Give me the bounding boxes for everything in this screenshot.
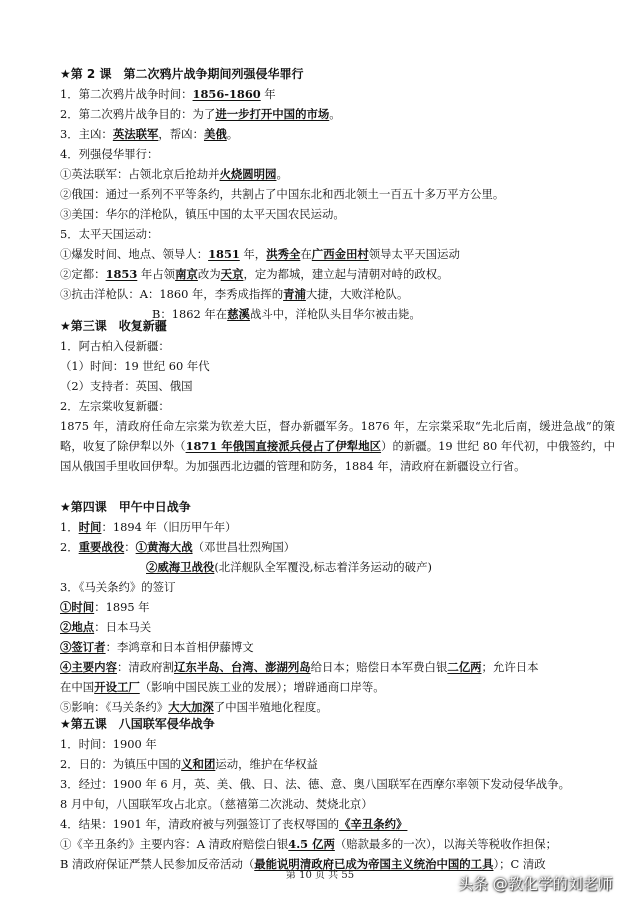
lesson-5-line-5: 4．结果：1901 年，清政府被与列强签订了丧权辱国的《辛丑条约》 xyxy=(60,817,408,831)
lesson-4-line-6: ②地点：日本马关 xyxy=(60,620,152,634)
lesson-4-line-5: ①时间：1895 年 xyxy=(60,600,150,614)
lesson-5-line-3: 3．经过：1900 年 6 月，英、美、俄、日、法、德、意、奥八国联军在西摩尔率领下发动侵华战争。 xyxy=(60,777,570,791)
lesson-2-line-5: ①英法联军：占领北京后抢劫并火烧圆明园。 xyxy=(60,167,288,181)
lesson-5-line-7: B 清政府保证严禁人民参加反帝活动（最能说明清政府已成为帝国主义统治中国的工具）；C 清政 xyxy=(60,857,546,871)
lesson-5-line-2: 2．日的：为镇压中国的义和团运动，维护在华权益 xyxy=(60,757,318,771)
lesson-5-line-4: 8 月中旬，八国联军攻占北京。（慈禧第二次洮动、焚烧北京） xyxy=(60,797,373,811)
lesson-3-section xyxy=(60,316,620,476)
lesson-4-line-8: ④主要内容：清政府割辽东半岛、台湾、澎湖列岛给日本；赔偿日本军费白银二亿两；允许日本 xyxy=(60,660,539,674)
lesson-2-line-11: ③抗击洋枪队：A：1860 年，李秀成指挥的青浦大捷，大败洋枪队。 xyxy=(60,287,409,301)
lesson-2-section xyxy=(60,64,620,324)
lesson-2-line-1: 1．第二次鸦片战争时间：1856-1860 年 xyxy=(60,87,276,101)
lesson-3-line-1: 1．阿古柏入侵新疆： xyxy=(60,339,170,353)
lesson-2-title: ★第 2 课 第二次鸦片战争期间列强侵华罪行 xyxy=(60,67,304,81)
lesson-5-section xyxy=(60,714,620,874)
lesson-2-line-7: ③美国：华尔的洋枪队，镇压中国的太平天国农民运动。 xyxy=(60,207,345,221)
lesson-4-line-9: 在中国开设工厂（影响中国民族工业的发展）；增辟通商口岸等。 xyxy=(60,680,385,694)
lesson-2-line-8: 5．太平天国运动： xyxy=(60,227,159,241)
lesson-2-line-2: 2．第二次鸦片战争目的：为了进一步打开中国的市场。 xyxy=(60,107,341,121)
lesson-3-line-3: （2）支持者：英国、俄国 xyxy=(60,379,193,393)
lesson-3-paragraph: 1875 年，清政府任命左宗棠为钦差大臣，督办新疆军务。1876 年，左宗棠采取“先北后南，缓进急战”的策略，收复了除伊犁以外（1871 年俄国直接派兵侵占了伊犁地区）的新疆。19 世纪 80 年代初，中俄签约，中国从俄国手里收回伊犁。为加强西北边疆的管理和防务，1884 年，清政府在新疆设立行省。 xyxy=(60,419,615,473)
lesson-4-section xyxy=(60,497,620,717)
lesson-5-title: ★第五课 八国联军侵华战争 xyxy=(60,717,215,731)
lesson-2-line-9: ①爆发时间、地点、领导人：1851 年，洪秀全在广西金田村领导太平天国运动 xyxy=(60,247,460,261)
lesson-3-title: ★第三课 收复新疆 xyxy=(60,319,167,333)
lesson-4-title: ★第四课 甲午中日战争 xyxy=(60,500,191,514)
page-footer: 第 10 页 共 55 xyxy=(285,870,355,881)
lesson-2-line-3: 3．主凶：英法联军，帮凶：美俄。 xyxy=(60,127,239,141)
lesson-3-line-2: （1）时间：19 世纪 60 年代 xyxy=(60,359,210,373)
lesson-3-line-4: 2．左宗棠收复新疆： xyxy=(60,399,170,413)
watermark: 头条 @教化学的刘老师 xyxy=(458,875,613,893)
lesson-4-line-7: ③签订者：李鸿章和日本首相伊藤博文 xyxy=(60,640,254,654)
lesson-2-line-6: ②俄国：通过一系列不平等条约，共割占了中国东北和西北领土一百五十多万平方公里。 xyxy=(60,187,505,201)
lesson-2-line-12: B：1862 年在慈溪战斗中，洋枪队头目华尔被击毙。 xyxy=(152,307,421,321)
lesson-2-line-4: 4．列强侵华罪行： xyxy=(60,147,159,161)
lesson-5-line-1: 1．时间：1900 年 xyxy=(60,737,157,751)
lesson-4-line-1: 1．时间：1894 年（旧历甲午年） xyxy=(60,520,237,534)
lesson-4-line-3: ②威海卫战役(北洋舰队全军覆没,标志着洋务运动的破产) xyxy=(146,560,432,574)
lesson-4-line-2: 2．重要战役：①黄海大战（邓世昌壮烈殉国） xyxy=(60,540,296,554)
lesson-5-line-6: ①《辛丑条约》主要内容：A 清政府赔偿白银4.5 亿两（赔款最多的一次），以海关等税收作担保； xyxy=(60,837,557,851)
lesson-2-line-10: ②定都：1853 年占领南京改为天京，定为都城，建立起与清朝对峙的政权。 xyxy=(60,267,449,281)
lesson-4-line-4: 3．《马关条约》的签订 xyxy=(60,580,176,594)
lesson-4-line-10: ⑤影响：《马关条约》大大加深了中国半殖地化程度。 xyxy=(60,700,328,714)
